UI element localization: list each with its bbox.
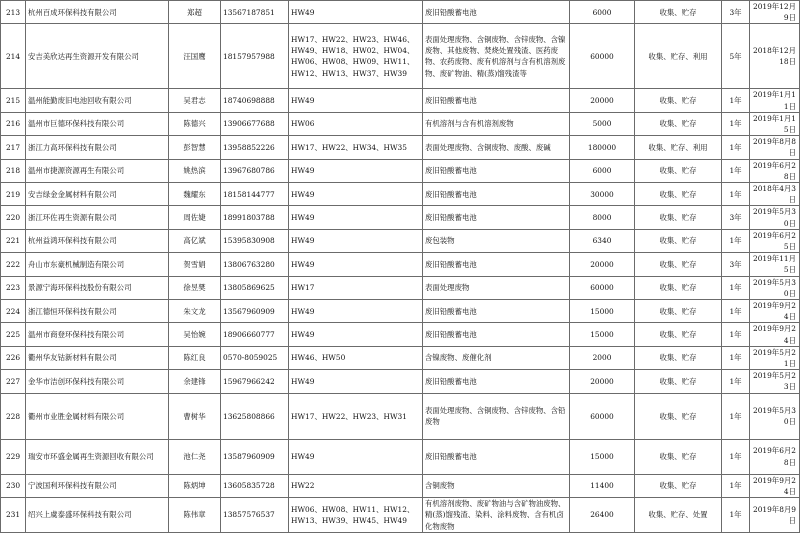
waste-scope: 有机溶剂废物、废矿物油与含矿物油废物、精(蒸)馏残渣、染料、涂料废物、含有机卤化物废物 [423,498,570,533]
capacity-tons: 11400 [570,474,635,497]
row-number: 219 [1,183,26,206]
operation-mode: 收集、贮存 [635,276,722,299]
issue-date: 2019年8月9日 [750,498,800,533]
waste-scope: 表面处理废物、含铜废物、含锌废物、含镍废物、其他废物、焚烧处置残渣、医药废物、农药废物、废有机溶剂与含有机溶剂废物、废矿物油、精(蒸)馏残渣等 [423,24,570,89]
issue-date: 2019年1月11日 [750,89,800,112]
table-row [1,136,800,159]
contact-person: 陈伟章 [169,498,221,533]
waste-scope: 废旧铅酸蓄电池 [423,439,570,474]
table-row [1,439,800,474]
validity-term: 1年 [722,183,750,206]
table-row [1,474,800,497]
company-name: 温州市商登环保科技有限公司 [26,323,169,346]
waste-codes: HW06、HW08、HW11、HW12、HW13、HW39、HW45、HW49 [289,498,423,533]
capacity-tons: 60000 [570,393,635,439]
issue-date: 2019年9月24日 [750,474,800,497]
capacity-tons: 15000 [570,439,635,474]
waste-codes: HW22 [289,474,423,497]
row-number: 220 [1,206,26,229]
row-number: 223 [1,276,26,299]
operation-mode: 收集、贮存 [635,439,722,474]
company-name: 温州能勤废旧电池回收有限公司 [26,89,169,112]
row-number: 227 [1,370,26,393]
phone-number: 13805869625 [221,276,289,299]
validity-term: 1年 [722,439,750,474]
issue-date: 2019年5月30日 [750,206,800,229]
row-number: 213 [1,1,26,24]
phone-number: 15967966242 [221,370,289,393]
contact-person: 郑超 [169,1,221,24]
waste-scope: 废旧铅酸蓄电池 [423,159,570,182]
contact-person: 贺雪娟 [169,253,221,276]
table-body [1,1,800,533]
capacity-tons: 20000 [570,253,635,276]
company-name: 浙江力高环保科技有限公司 [26,136,169,159]
contact-person: 陈红良 [169,346,221,369]
phone-number: 13958852226 [221,136,289,159]
phone-number: 18991803788 [221,206,289,229]
table-row [1,276,800,299]
capacity-tons: 20000 [570,370,635,393]
capacity-tons: 180000 [570,136,635,159]
waste-codes: HW17 [289,276,423,299]
waste-codes: HW49 [289,323,423,346]
phone-number: 18906660777 [221,323,289,346]
row-number: 217 [1,136,26,159]
validity-term: 1年 [722,346,750,369]
operation-mode: 收集、贮存 [635,112,722,135]
row-number: 229 [1,439,26,474]
operation-mode: 收集、贮存 [635,1,722,24]
table-row [1,89,800,112]
contact-person: 彭智慧 [169,136,221,159]
operation-mode: 收集、贮存 [635,474,722,497]
row-number: 221 [1,229,26,252]
company-name: 杭州百成环保科技有限公司 [26,1,169,24]
row-number: 218 [1,159,26,182]
table-row [1,159,800,182]
waste-codes: HW49 [289,183,423,206]
issue-date: 2019年11月5日 [750,253,800,276]
operation-mode: 收集、贮存 [635,253,722,276]
phone-number: 18157957988 [221,24,289,89]
contact-person: 徐昱樊 [169,276,221,299]
row-number: 222 [1,253,26,276]
contact-person: 朱文龙 [169,300,221,323]
company-name: 宁波国利环保科技有限公司 [26,474,169,497]
contact-person: 陈炳坤 [169,474,221,497]
validity-term: 1年 [722,474,750,497]
operation-mode: 收集、贮存 [635,206,722,229]
capacity-tons: 8000 [570,206,635,229]
capacity-tons: 60000 [570,276,635,299]
validity-term: 1年 [722,370,750,393]
waste-scope: 表面处理废物 [423,276,570,299]
validity-term: 1年 [722,300,750,323]
waste-codes: HW49 [289,300,423,323]
phone-number: 13605835728 [221,474,289,497]
waste-scope: 表面处理废物、含铜废物、含锌废物、含铅废物 [423,393,570,439]
waste-codes: HW49 [289,89,423,112]
contact-person: 魏耀东 [169,183,221,206]
validity-term: 1年 [722,136,750,159]
phone-number: 13967680786 [221,159,289,182]
capacity-tons: 6000 [570,159,635,182]
phone-number: 13567187851 [221,1,289,24]
waste-scope: 表面处理废物、含铜废物、废酸、废碱 [423,136,570,159]
table-row [1,206,800,229]
table-row [1,229,800,252]
contact-person: 吴怡婉 [169,323,221,346]
validity-term: 5年 [722,24,750,89]
company-name: 温州市捷源资源再生有限公司 [26,159,169,182]
table-row [1,370,800,393]
table-row [1,24,800,89]
operation-mode: 收集、贮存 [635,183,722,206]
operation-mode: 收集、贮存 [635,370,722,393]
operation-mode: 收集、贮存、利用 [635,136,722,159]
validity-term: 1年 [722,229,750,252]
issue-date: 2018年4月3日 [750,183,800,206]
phone-number: 18158144777 [221,183,289,206]
waste-codes: HW49 [289,229,423,252]
waste-scope: 含铜废物 [423,474,570,497]
contact-person: 汪国鹰 [169,24,221,89]
issue-date: 2019年5月30日 [750,276,800,299]
company-name: 浙江环佐再生资源有限公司 [26,206,169,229]
validity-term: 1年 [722,323,750,346]
phone-number: 13567960909 [221,300,289,323]
waste-codes: HW49 [289,1,423,24]
company-name: 金华市洁创环保科技有限公司 [26,370,169,393]
row-number: 230 [1,474,26,497]
validity-term: 1年 [722,112,750,135]
issue-date: 2019年5月23日 [750,370,800,393]
issue-date: 2019年9月24日 [750,300,800,323]
waste-codes: HW17、HW22、HW34、HW35 [289,136,423,159]
issue-date: 2019年9月24日 [750,323,800,346]
phone-number: 15395830908 [221,229,289,252]
validity-term: 3年 [722,1,750,24]
operation-mode: 收集、贮存、处置 [635,498,722,533]
table-row [1,393,800,439]
waste-scope: 废旧铅酸蓄电池 [423,89,570,112]
company-name: 景源宁海环保科技股份有限公司 [26,276,169,299]
contact-person: 陈德兴 [169,112,221,135]
capacity-tons: 30000 [570,183,635,206]
issue-date: 2019年6月28日 [750,439,800,474]
table-row [1,253,800,276]
operation-mode: 收集、贮存、利用 [635,24,722,89]
validity-term: 1年 [722,498,750,533]
issue-date: 2019年6月28日 [750,159,800,182]
waste-codes: HW49 [289,206,423,229]
company-name: 浙江德恒环保科技有限公司 [26,300,169,323]
waste-scope: 废旧铅酸蓄电池 [423,300,570,323]
issue-date: 2019年8月8日 [750,136,800,159]
capacity-tons: 5000 [570,112,635,135]
table-row [1,498,800,533]
waste-codes: HW49 [289,253,423,276]
row-number: 228 [1,393,26,439]
validity-term: 3年 [722,206,750,229]
company-name: 绍兴上虞泰盛环保科技有限公司 [26,498,169,533]
capacity-tons: 6000 [570,1,635,24]
waste-codes: HW49 [289,439,423,474]
operation-mode: 收集、贮存 [635,229,722,252]
waste-scope: 废包装物 [423,229,570,252]
row-number: 224 [1,300,26,323]
phone-number: 13857576537 [221,498,289,533]
capacity-tons: 6340 [570,229,635,252]
validity-term: 1年 [722,89,750,112]
issue-date: 2019年5月21日 [750,346,800,369]
phone-number: 13587960909 [221,439,289,474]
row-number: 231 [1,498,26,533]
phone-number: 13625808866 [221,393,289,439]
phone-number: 13806763280 [221,253,289,276]
operation-mode: 收集、贮存 [635,346,722,369]
table-row [1,346,800,369]
issue-date: 2018年12月18日 [750,24,800,89]
waste-scope: 有机溶剂与含有机溶剂废物 [423,112,570,135]
table-row [1,112,800,135]
waste-codes: HW17、HW22、HW23、HW31 [289,393,423,439]
waste-codes: HW17、HW22、HW23、HW46、HW49、HW18、HW02、HW04、HW06、HW08、HW09、HW11、HW12、HW13、HW37、HW39 [289,24,423,89]
waste-scope: 废旧铅酸蓄电池 [423,323,570,346]
issue-date: 2019年1月15日 [750,112,800,135]
waste-codes: HW49 [289,370,423,393]
contact-person: 周佐婕 [169,206,221,229]
waste-scope: 废旧铅酸蓄电池 [423,183,570,206]
company-name: 衢州华友钴新材料有限公司 [26,346,169,369]
waste-scope: 废旧铅酸蓄电池 [423,1,570,24]
contact-person: 高亿斌 [169,229,221,252]
capacity-tons: 15000 [570,300,635,323]
validity-term: 1年 [722,159,750,182]
company-name: 安吉绿金金属材料有限公司 [26,183,169,206]
issue-date: 2019年5月30日 [750,393,800,439]
company-name: 杭州益鸿环保科技有限公司 [26,229,169,252]
row-number: 215 [1,89,26,112]
operation-mode: 收集、贮存 [635,159,722,182]
row-number: 225 [1,323,26,346]
company-name: 瑞安市环盛金属再生资源回收有限公司 [26,439,169,474]
operation-mode: 收集、贮存 [635,393,722,439]
table-row [1,1,800,24]
waste-scope: 废旧铅酸蓄电池 [423,253,570,276]
capacity-tons: 26400 [570,498,635,533]
contact-person: 池仁尧 [169,439,221,474]
waste-codes: HW49 [289,159,423,182]
capacity-tons: 15000 [570,323,635,346]
contact-person: 曹树华 [169,393,221,439]
validity-term: 3年 [722,253,750,276]
table-row [1,300,800,323]
validity-term: 1年 [722,276,750,299]
validity-term: 1年 [722,393,750,439]
operation-mode: 收集、贮存 [635,89,722,112]
row-number: 216 [1,112,26,135]
waste-scope: 废旧铅酸蓄电池 [423,370,570,393]
table-row [1,183,800,206]
operation-mode: 收集、贮存 [635,323,722,346]
company-name: 衢州市业胜金属材料有限公司 [26,393,169,439]
waste-codes: HW06 [289,112,423,135]
phone-number: 18740698888 [221,89,289,112]
capacity-tons: 20000 [570,89,635,112]
capacity-tons: 2000 [570,346,635,369]
contact-person: 余建锋 [169,370,221,393]
row-number: 226 [1,346,26,369]
contact-person: 吴君志 [169,89,221,112]
waste-scope: 含镍废物、废催化剂 [423,346,570,369]
phone-number: 0570-8059025 [221,346,289,369]
row-number: 214 [1,24,26,89]
capacity-tons: 60000 [570,24,635,89]
company-name: 温州市巨德环保科技有限公司 [26,112,169,135]
phone-number: 13906677688 [221,112,289,135]
contact-person: 姚热滨 [169,159,221,182]
company-name: 舟山市东豪机械制造有限公司 [26,253,169,276]
company-name: 安吉美欣达再生资源开发有限公司 [26,24,169,89]
operation-mode: 收集、贮存 [635,300,722,323]
issue-date: 2019年6月25日 [750,229,800,252]
waste-scope: 废旧铅酸蓄电池 [423,206,570,229]
waste-codes: HW46、HW50 [289,346,423,369]
table-row [1,323,800,346]
issue-date: 2019年12月9日 [750,1,800,24]
